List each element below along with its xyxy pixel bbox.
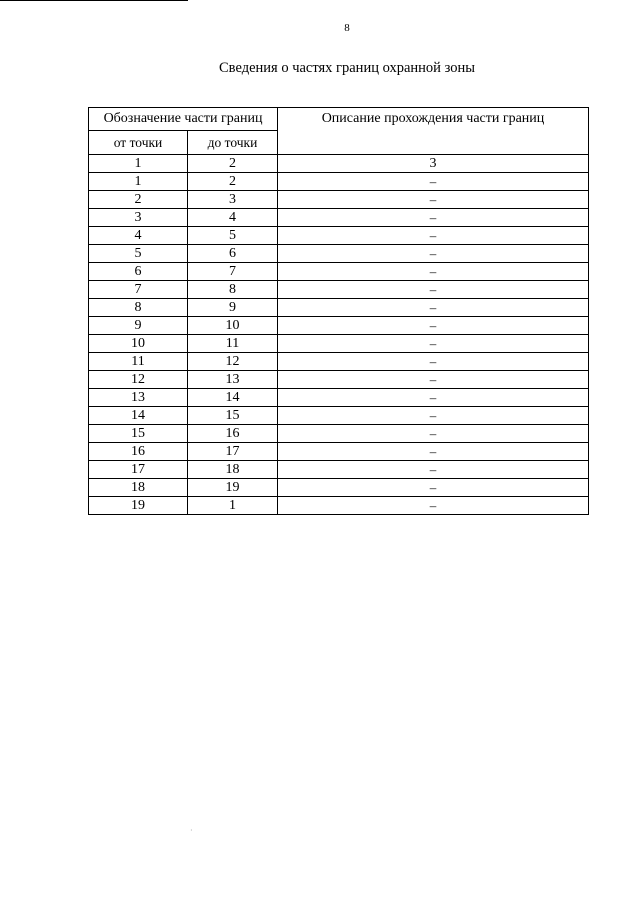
table-row [89,443,589,461]
from-point-cell: 7 [89,281,188,299]
to-point-cell: 8 [188,281,278,299]
description-cell: – [278,353,589,371]
from-point-cell: 18 [89,479,188,497]
document-title: Сведения о частях границ охранной зоны [219,60,475,76]
from-point-cell: 14 [89,407,188,425]
description-cell: – [278,407,589,425]
description-cell: – [278,245,589,263]
to-point-cell: 18 [188,461,278,479]
header-from-point: от точки [89,131,188,155]
to-point-cell: 6 [188,245,278,263]
header-description: Описание прохождения части границ [278,108,589,155]
to-point-cell: 2 [188,173,278,191]
description-cell: – [278,335,589,353]
index-cell: 2 [188,155,278,173]
table-row [89,335,589,353]
description-cell: – [278,227,589,245]
table-row [89,407,589,425]
description-cell: – [278,425,589,443]
to-point-cell: 15 [188,407,278,425]
from-point-cell: 1 [89,173,188,191]
to-point-cell: 3 [188,191,278,209]
description-cell: – [278,443,589,461]
from-point-cell: 3 [89,209,188,227]
from-point-cell: 9 [89,317,188,335]
table-row [89,299,589,317]
table-row [89,227,589,245]
description-cell: – [278,209,589,227]
boundary-parts-table [88,107,589,515]
from-point-cell: 6 [89,263,188,281]
table-row [89,353,589,371]
table-row [89,479,589,497]
to-point-cell: 5 [188,227,278,245]
index-cell: 1 [89,155,188,173]
to-point-cell: 1 [188,497,278,515]
description-cell: – [278,281,589,299]
to-point-cell: 14 [188,389,278,407]
to-point-cell: 17 [188,443,278,461]
scan-speck: · [190,826,193,835]
table-row [89,389,589,407]
from-point-cell: 13 [89,389,188,407]
description-cell: – [278,389,589,407]
from-point-cell: 12 [89,371,188,389]
to-point-cell: 9 [188,299,278,317]
from-point-cell: 4 [89,227,188,245]
table-row [89,497,589,515]
from-point-cell: 16 [89,443,188,461]
index-cell: 3 [278,155,589,173]
table-row [89,209,589,227]
from-point-cell: 5 [89,245,188,263]
to-point-cell: 13 [188,371,278,389]
header-group: Обозначение части границ [89,108,278,131]
description-cell: – [278,461,589,479]
top-rule [0,0,188,1]
column-index-row [89,155,589,173]
description-cell: – [278,299,589,317]
header-to-point: до точки [188,131,278,155]
to-point-cell: 19 [188,479,278,497]
to-point-cell: 16 [188,425,278,443]
table-row [89,191,589,209]
description-cell: – [278,497,589,515]
from-point-cell: 15 [89,425,188,443]
table-row [89,245,589,263]
from-point-cell: 10 [89,335,188,353]
description-cell: – [278,191,589,209]
to-point-cell: 12 [188,353,278,371]
table-row [89,317,589,335]
to-point-cell: 7 [188,263,278,281]
description-cell: – [278,173,589,191]
table-row [89,425,589,443]
table-row [89,263,589,281]
from-point-cell: 17 [89,461,188,479]
table-row [89,173,589,191]
description-cell: – [278,317,589,335]
to-point-cell: 10 [188,317,278,335]
table-row [89,371,589,389]
from-point-cell: 19 [89,497,188,515]
page-number: 8 [344,22,350,34]
description-cell: – [278,263,589,281]
to-point-cell: 11 [188,335,278,353]
from-point-cell: 8 [89,299,188,317]
description-cell: – [278,371,589,389]
from-point-cell: 2 [89,191,188,209]
description-cell: – [278,479,589,497]
to-point-cell: 4 [188,209,278,227]
table-row [89,281,589,299]
from-point-cell: 11 [89,353,188,371]
table-body [89,155,589,515]
table-row [89,461,589,479]
